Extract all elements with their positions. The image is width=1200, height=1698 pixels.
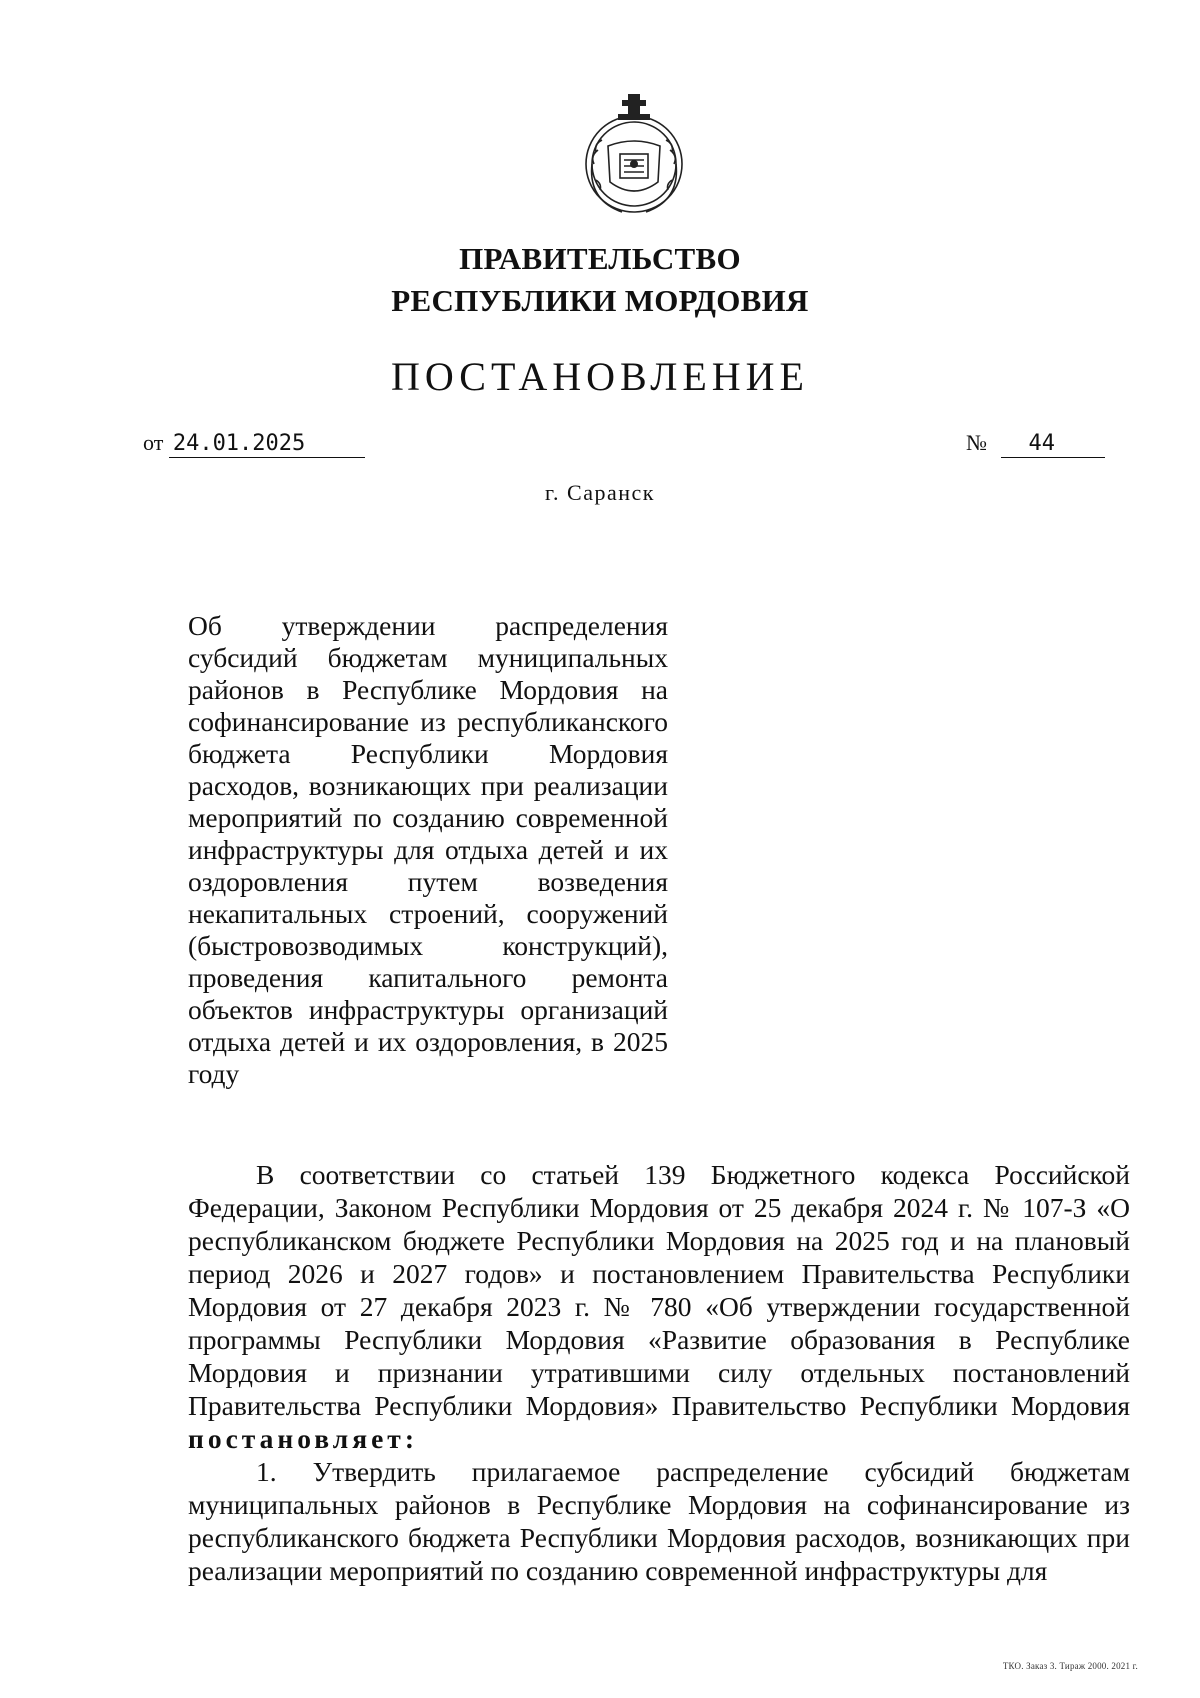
date-prefix: от [143,430,164,455]
decree-body [188,1158,1130,1587]
document-number: 44 [1001,431,1105,458]
decree-word: постановляет: [188,1423,418,1454]
item-1-paragraph: 1. Утвердить прилагаемое распределение субсидий бюджетам муниципальных районов в Республике Мордовия на софинансирование из республиканского бюджета Республики Мордовия расходов, возникающих при реализации мероприятий по созданию современной инфраструктуры для [188,1456,1130,1586]
preamble-text: В соответствии со статьей 139 Бюджетного кодекса Российской Федерации, Законом Республики Мордовия от 25 декабря 2024 г. № 107-З «О республиканском бюджете Республики Мордовия на 2025 год и на плановый период 2026 и 2027 годов» и постановлением Правительства Республики Мордовия от 27 декабря 2023 г. № 780 «Об утверждении государственной программы Республики Мордовия «Развитие образования в Республике Мордовия и признании утратившими силу отдельных постановлений Правительства Республики Мордовия» Правительство Республики Мордовия [188,1159,1130,1421]
document-date: 24.01.2025 [169,431,365,458]
city: г. Саранск [545,480,655,505]
date-row [143,428,365,458]
coat-of-arms-icon [578,90,690,220]
government-title-line2: РЕСПУБЛИКИ МОРДОВИЯ [391,283,809,318]
number-prefix: № [966,430,987,455]
government-title-line1: ПРАВИТЕЛЬСТВО [459,241,741,276]
document-type: ПОСТАНОВЛЕНИЕ [391,354,809,399]
print-footer: ТКО. Заказ 3. Тираж 2000. 2021 г. [1002,1661,1138,1671]
number-row [966,428,1105,458]
preamble-paragraph [188,1158,1130,1455]
decree-subject: Об утверждении распределения субсидий бюджетам муниципальных районов в Республике Мордовия на софинансирование из республиканского бюджета Республики Мордовия расходов, возникающих при реализации мероприятий по созданию современной инфраструктуры для отдыха детей и их оздоровления путем возведения некапитальных строений, сооружений (быстровозводимых конструкций), проведения капитального ремонта объектов инфраструктуры организаций отдыха детей и их оздоровления, в 2025 году [188,610,668,1089]
